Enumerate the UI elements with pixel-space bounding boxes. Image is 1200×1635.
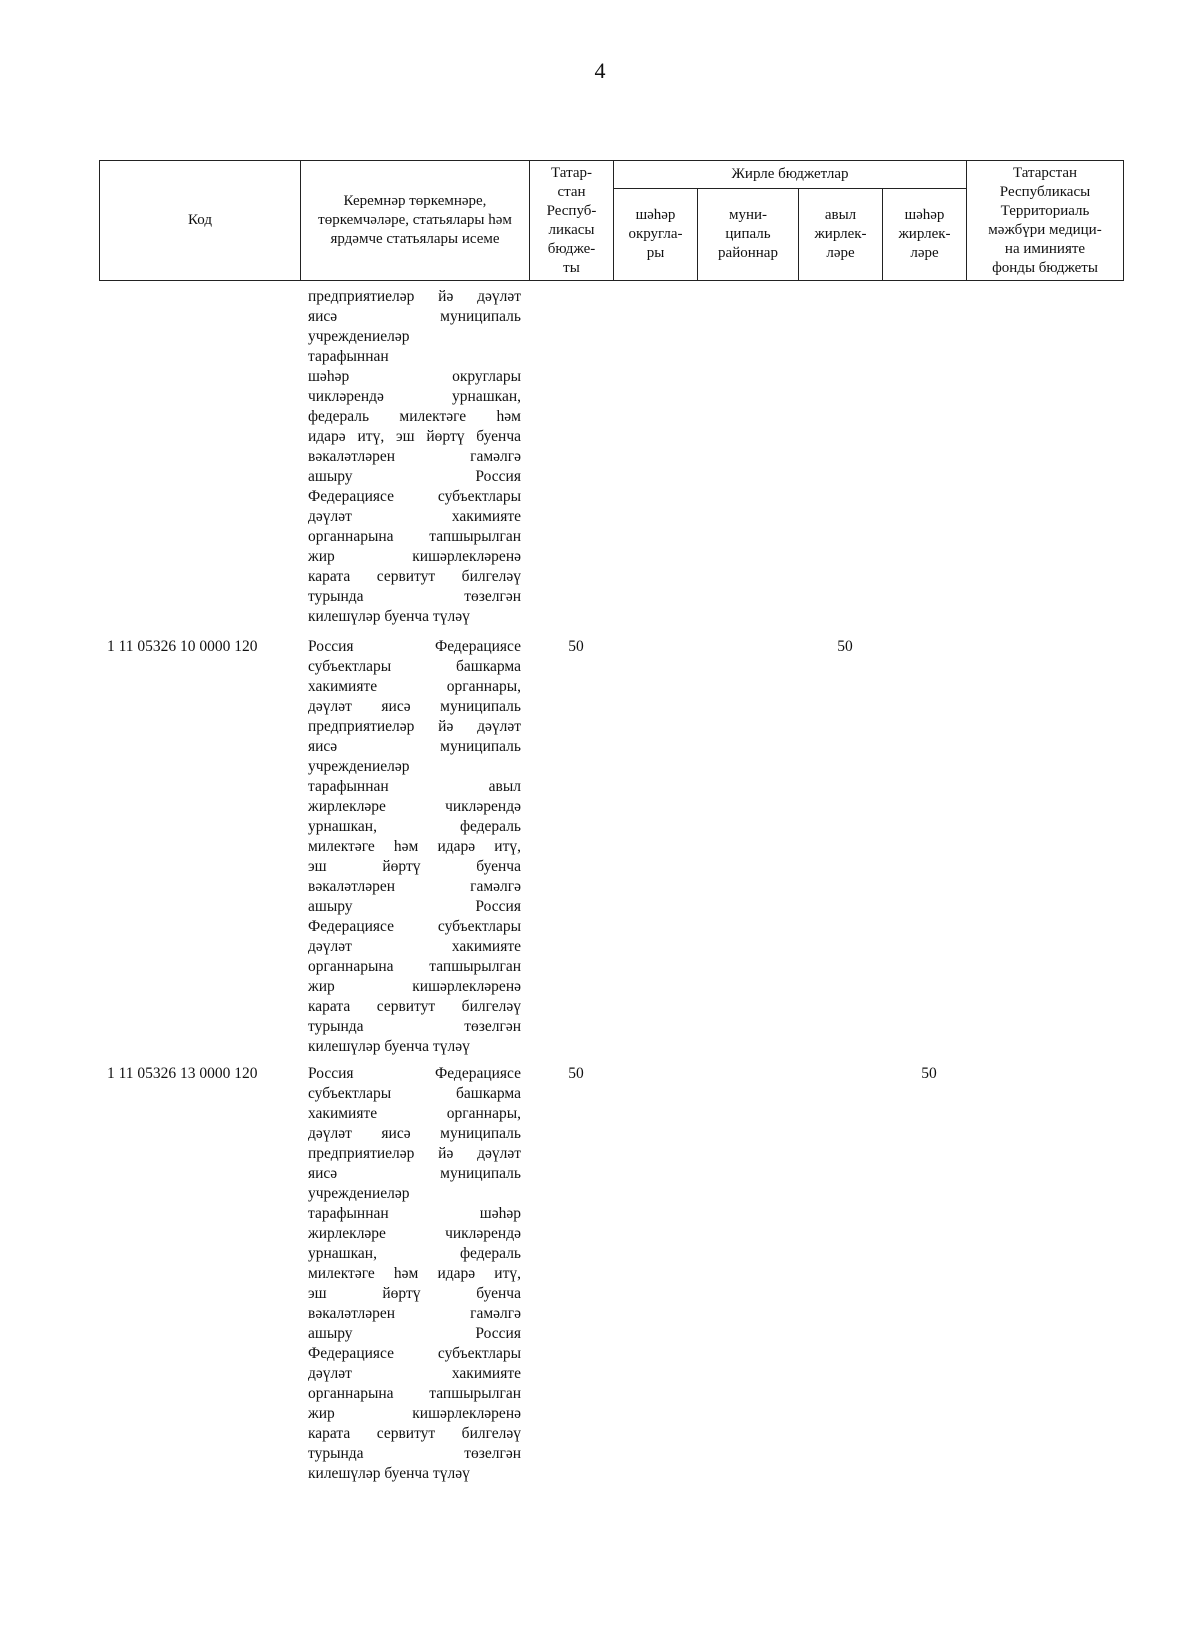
text-line: ләре xyxy=(826,245,855,261)
text-line: ашыру Россия xyxy=(308,468,521,485)
text-line: муни- xyxy=(728,207,768,223)
text-line: килешүләр буенча түләү xyxy=(308,608,470,625)
text-line: шәһәр округлары xyxy=(308,368,521,385)
text-line: хакимияте органнары, xyxy=(308,1105,521,1122)
header-republic-budget-lines xyxy=(530,164,613,278)
text-line: предприятиеләр йә дәүләт xyxy=(308,288,521,305)
text-line: учреждениеләр xyxy=(308,328,410,345)
text-line: шәһәр xyxy=(635,207,676,223)
text-line: вәкаләтләрен гамәлгә xyxy=(308,1305,521,1322)
header-urban-settlements-lines xyxy=(886,206,963,263)
text-line: вәкаләтләрен гамәлгә xyxy=(308,448,521,465)
text-line: шәһәр xyxy=(904,207,945,223)
row-name xyxy=(308,1064,521,1484)
text-line: ләре xyxy=(910,245,939,261)
text-line: субъектлары башкарма xyxy=(308,658,521,675)
row-rural-settlements: 50 xyxy=(837,638,853,655)
text-line: эш йөртү буенча xyxy=(308,858,521,875)
header-health-fund-lines xyxy=(967,164,1123,278)
text-line: жир кишәрлекләренә xyxy=(308,978,521,995)
text-line: урнашкан, федераль xyxy=(308,818,521,835)
text-line: предприятиеләр йә дәүләт xyxy=(308,1145,521,1162)
row-code: 1 11 05326 13 0000 120 xyxy=(107,1065,258,1082)
header-city-districts xyxy=(614,189,698,281)
row-code: 1 11 05326 10 0000 120 xyxy=(107,638,258,655)
text-line: дәүләт яисә муниципаль xyxy=(308,698,521,715)
text-line: тарафыннан авыл xyxy=(308,778,521,795)
text-line: на иминияте xyxy=(1004,240,1086,257)
text-line: ты xyxy=(563,259,580,276)
text-line: ликасы xyxy=(548,221,595,238)
row-urban-settlements: 50 xyxy=(921,1065,937,1082)
text-line: мәжбүри медици- xyxy=(988,221,1102,238)
text-line: тарафыннан xyxy=(308,348,389,365)
text-line: дәүләт хакимияте xyxy=(308,1365,521,1382)
text-line: килешүләр буенча түләү xyxy=(308,1465,470,1482)
header-urban-settlements xyxy=(883,189,967,281)
row-name xyxy=(308,637,521,1057)
header-code: Код xyxy=(100,161,301,281)
text-line: жирлекләре чикләрендә xyxy=(308,1225,521,1242)
text-line: турында төзелгән xyxy=(308,1445,521,1462)
text-line: идарә итү, эш йөртү буенча xyxy=(308,428,521,445)
text-line: стан xyxy=(557,183,586,200)
text-line: ашыру Россия xyxy=(308,1325,521,1342)
text-line: ры xyxy=(646,245,665,261)
header-health-fund xyxy=(967,161,1124,281)
text-line: Федерациясе субъектлары xyxy=(308,1345,521,1362)
text-line: карата сервитут билгеләү xyxy=(308,1425,521,1442)
text-line: учреждениеләр xyxy=(308,1185,410,1202)
text-line: тарафыннан шәһәр xyxy=(308,1205,521,1222)
text-line: милектәге һәм идарә итү, xyxy=(308,838,521,855)
text-line: милектәге һәм идарә итү, xyxy=(308,1265,521,1282)
text-line: органнарына тапшырылган xyxy=(308,528,521,545)
table-header xyxy=(99,160,1124,281)
text-line: районнар xyxy=(718,245,778,261)
text-line: карата сервитут билгеләү xyxy=(308,998,521,1015)
row-republic-budget: 50 xyxy=(568,1065,584,1082)
header-municipal-districts-lines xyxy=(701,206,795,263)
text-line: жирлекләре чикләрендә xyxy=(308,798,521,815)
text-line: Россия Федерациясе xyxy=(308,1065,521,1082)
text-line: яисә муниципаль xyxy=(308,738,521,755)
header-local-budgets: Жирле бюджетлар xyxy=(614,161,967,189)
text-line: яисә муниципаль xyxy=(308,308,521,325)
header-rural-settlements-lines xyxy=(802,206,879,263)
text-line: субъектлары башкарма xyxy=(308,1085,521,1102)
text-line: Федерациясе субъектлары xyxy=(308,488,521,505)
text-line: дәүләт хакимияте xyxy=(308,938,521,955)
text-line: яисә муниципаль xyxy=(308,1165,521,1182)
text-line: жирлек- xyxy=(814,226,867,242)
text-line: Федерациясе субъектлары xyxy=(308,918,521,935)
header-name: Керемнәр төркемнәре, төркемчәләре, статьялары һәм ярдәмче статьялары исеме xyxy=(301,161,530,281)
text-line: вәкаләтләрен гамәлгә xyxy=(308,878,521,895)
text-line: Татар- xyxy=(551,164,592,181)
text-line: дәүләт хакимияте xyxy=(308,508,521,525)
text-line: жирлек- xyxy=(898,226,951,242)
text-line: Респуб- xyxy=(546,202,597,219)
text-line: чикләрендә урнашкан, xyxy=(308,388,521,405)
text-line: федераль милектәге һәм xyxy=(308,408,521,425)
text-line: эш йөртү буенча xyxy=(308,1285,521,1302)
header-republic-budget xyxy=(530,161,614,281)
text-line: Территориаль xyxy=(1000,202,1090,219)
text-line: ашыру Россия xyxy=(308,898,521,915)
text-line: фонды бюджеты xyxy=(992,259,1098,276)
text-line: учреждениеләр xyxy=(308,758,410,775)
text-line: турында төзелгән xyxy=(308,588,521,605)
text-line: карата сервитут билгеләү xyxy=(308,568,521,585)
text-line: жир кишәрлекләренә xyxy=(308,1405,521,1422)
text-line: органнарына тапшырылган xyxy=(308,1385,521,1402)
row-name xyxy=(308,287,521,627)
header-municipal-districts xyxy=(698,189,799,281)
text-line: Республикасы xyxy=(999,183,1091,200)
text-line: турында төзелгән xyxy=(308,1018,521,1035)
page-number: 4 xyxy=(594,58,606,83)
text-line: дәүләт яисә муниципаль xyxy=(308,1125,521,1142)
row-republic-budget: 50 xyxy=(568,638,584,655)
header-rural-settlements xyxy=(799,189,883,281)
text-line: урнашкан, федераль xyxy=(308,1245,521,1262)
text-line: Татарстан xyxy=(1012,164,1078,181)
text-line: округла- xyxy=(628,226,683,242)
text-line: килешүләр буенча түләү xyxy=(308,1038,470,1055)
text-line: бюдже- xyxy=(547,240,596,257)
text-line: жир кишәрлекләренә xyxy=(308,548,521,565)
text-line: ципаль xyxy=(725,226,771,242)
header-city-districts-lines xyxy=(617,206,694,263)
text-line: органнарына тапшырылган xyxy=(308,958,521,975)
text-line: хакимияте органнары, xyxy=(308,678,521,695)
text-line: Россия Федерациясе xyxy=(308,638,521,655)
text-line: предприятиеләр йә дәүләт xyxy=(308,718,521,735)
text-line: авыл xyxy=(824,207,857,223)
